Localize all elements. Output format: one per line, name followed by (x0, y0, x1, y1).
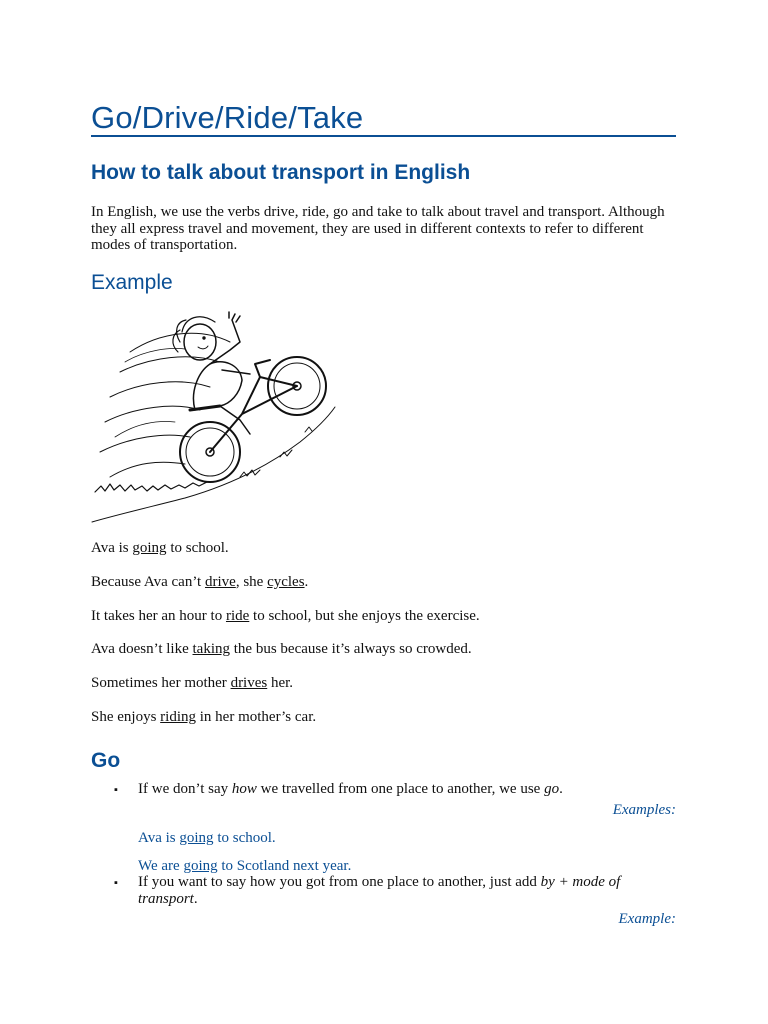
example-sentence: Ava doesn’t like taking the bus because it’s always so crowded. (91, 641, 472, 657)
example-sentence: It takes her an hour to ride to school, but she enjoys the exercise. (91, 608, 480, 624)
verb-going: going (132, 540, 167, 556)
verb-cycles: cycles (267, 574, 305, 590)
verb-riding: riding (160, 709, 197, 725)
girl-on-bicycle-illustration (90, 302, 338, 524)
intro-paragraph: In English, we use the verbs drive, ride, go and take to talk about travel and transport. Although they all express travel and movement, they are used in different contexts to refer to different modes of transportation. (91, 204, 665, 253)
go-rule-2: If you want to say how you got from one place to another, just add by + mode of transport. (138, 874, 621, 907)
page-title: Go/Drive/Ride/Take (91, 100, 364, 135)
title-underline (91, 135, 676, 137)
verb-drives: drives (230, 675, 268, 691)
verb-going: going (183, 858, 218, 874)
go-example-1: Ava is going to school. (138, 830, 276, 846)
go-example-2: We are going to Scotland next year. (138, 858, 352, 874)
verb-ride: ride (225, 608, 250, 624)
go-rule-1: If we don’t say how we travelled from one place to another, we use go. (138, 781, 563, 797)
example-heading: Example (91, 271, 173, 294)
go-heading: Go (91, 749, 121, 772)
example-sentence: She enjoys riding in her mother’s car. (91, 709, 317, 725)
verb-taking: taking (192, 641, 231, 657)
example-label: Example: (618, 911, 676, 927)
bullet-icon: ▪ (114, 877, 118, 889)
verb-going: going (179, 830, 214, 846)
bullet-icon: ▪ (114, 784, 118, 796)
example-sentence: Ava is going to school. (91, 540, 229, 556)
page-subtitle: How to talk about transport in English (91, 161, 471, 184)
verb-drive: drive (204, 574, 236, 590)
example-sentence: Because Ava can’t drive, she cycles. (91, 574, 309, 590)
examples-label: Examples: (612, 802, 676, 818)
example-sentence: Sometimes her mother drives her. (91, 675, 294, 691)
